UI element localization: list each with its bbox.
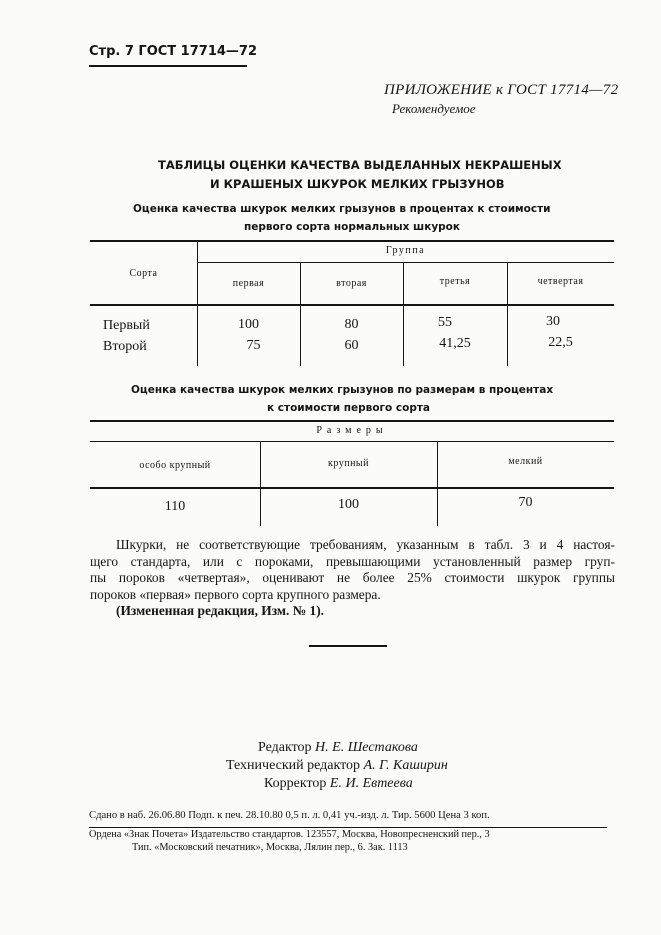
tech-editor-label: Технический редактор	[226, 758, 361, 773]
body-line: пороков «первая» первого сорта крупного размера.	[90, 586, 381, 602]
tech-editor-credit	[226, 758, 448, 774]
table1-cell: 41,25	[439, 336, 471, 351]
page-reference: Стр. 7 ГОСТ 17714—72	[89, 44, 258, 59]
proofreader-name: Е. И. Евтеева	[329, 776, 413, 791]
table2-group-header: Размеры	[316, 425, 388, 436]
amendment-note: (Измененная редакция, Изм. № 1).	[116, 603, 325, 618]
table2-caption-line2: к стоимости первого сорта	[267, 402, 431, 414]
appendix-title: ПРИЛОЖЕНИЕ к ГОСТ 17714—72	[384, 82, 619, 98]
table2-col-header: мелкий	[508, 456, 543, 467]
body-line: Шкурки, не соответствующие требованиям, указанным в табл. 3 и 4 настоя-	[116, 537, 615, 552]
table1-top-rule	[90, 240, 614, 242]
body-line: пы пороков «четвертая», оценивают не более 25% стоимости шкурок группы	[90, 570, 615, 585]
table1-group-rule	[197, 262, 614, 263]
table1-col-header: первая	[232, 278, 265, 289]
table1-col-header: третья	[439, 276, 471, 287]
appendix-subtitle: Рекомендуемое	[392, 101, 476, 116]
table1-row-label: Второй	[103, 339, 147, 354]
table2-group-rule	[90, 441, 614, 442]
imprint-rule	[89, 827, 607, 828]
table2-col-header: крупный	[328, 458, 369, 469]
table1-cell: 55	[438, 315, 452, 330]
proofreader-label: Корректор	[264, 776, 327, 791]
table1-cell: 30	[546, 314, 560, 329]
table1-group-header: Группа	[385, 245, 426, 256]
imprint-line3: Тип. «Московский печатник», Москва, Лялин пер., 6. Зак. 1113	[132, 842, 408, 853]
header-rule	[89, 65, 247, 67]
table2-col-header: особо крупный	[139, 460, 211, 471]
table2-cell: 110	[164, 499, 186, 514]
table2-vline	[260, 442, 261, 526]
table1-cell: 80	[344, 317, 359, 332]
table2-top-rule	[90, 420, 614, 422]
body-paragraph	[90, 537, 615, 620]
table1-cell: 22,5	[548, 335, 573, 350]
main-title-line1: ТАБЛИЦЫ ОЦЕНКИ КАЧЕСТВА ВЫДЕЛАННЫХ НЕКРАШЕНЫХ	[158, 158, 562, 172]
table1-col-header: четвертая	[537, 276, 584, 287]
table2-cell: 100	[338, 497, 359, 512]
imprint-line2: Ордена «Знак Почета» Издательство стандартов. 123557, Москва, Новопресненский пер., 3	[89, 829, 490, 840]
editor-name: Н. Е. Шестакова	[315, 740, 418, 755]
body-line: щего стандарта, или с пороками, превышающими установленный размер груп-	[90, 553, 615, 569]
table1-cell: 100	[238, 317, 259, 332]
table2-header-rule	[90, 487, 614, 489]
table2-caption-line1: Оценка качества шкурок мелких грызунов по размерам в процентах	[131, 384, 554, 396]
table1-row-header: Сорта	[129, 268, 158, 279]
table1-caption-line2: первого сорта нормальных шкурок	[244, 221, 461, 233]
table2-vline	[437, 442, 438, 526]
tech-editor-name: А. Г. Каширин	[363, 758, 448, 773]
table1-col-header: вторая	[336, 278, 367, 289]
editor-credit	[258, 740, 418, 756]
main-title-line2: И КРАШЕНЫХ ШКУРОК МЕЛКИХ ГРЫЗУНОВ	[210, 177, 505, 191]
table1-cell: 75	[246, 338, 261, 353]
table1-caption-line1: Оценка качества шкурок мелких грызунов в процентах к стоимости	[133, 203, 551, 215]
proofreader-credit	[264, 776, 413, 792]
table2-cell: 70	[518, 495, 533, 510]
editor-label: Редактор	[258, 740, 312, 755]
table1-cell: 60	[344, 338, 359, 353]
separator-rule	[309, 645, 387, 647]
table1-header-rule	[90, 304, 614, 306]
table1-row-label: Первый	[103, 318, 150, 333]
imprint-line1: Сдано в наб. 26.06.80 Подп. к печ. 28.10.80 0,5 п. л. 0,41 уч.-изд. л. Тир. 5600 Цена 3 коп.	[89, 810, 490, 821]
